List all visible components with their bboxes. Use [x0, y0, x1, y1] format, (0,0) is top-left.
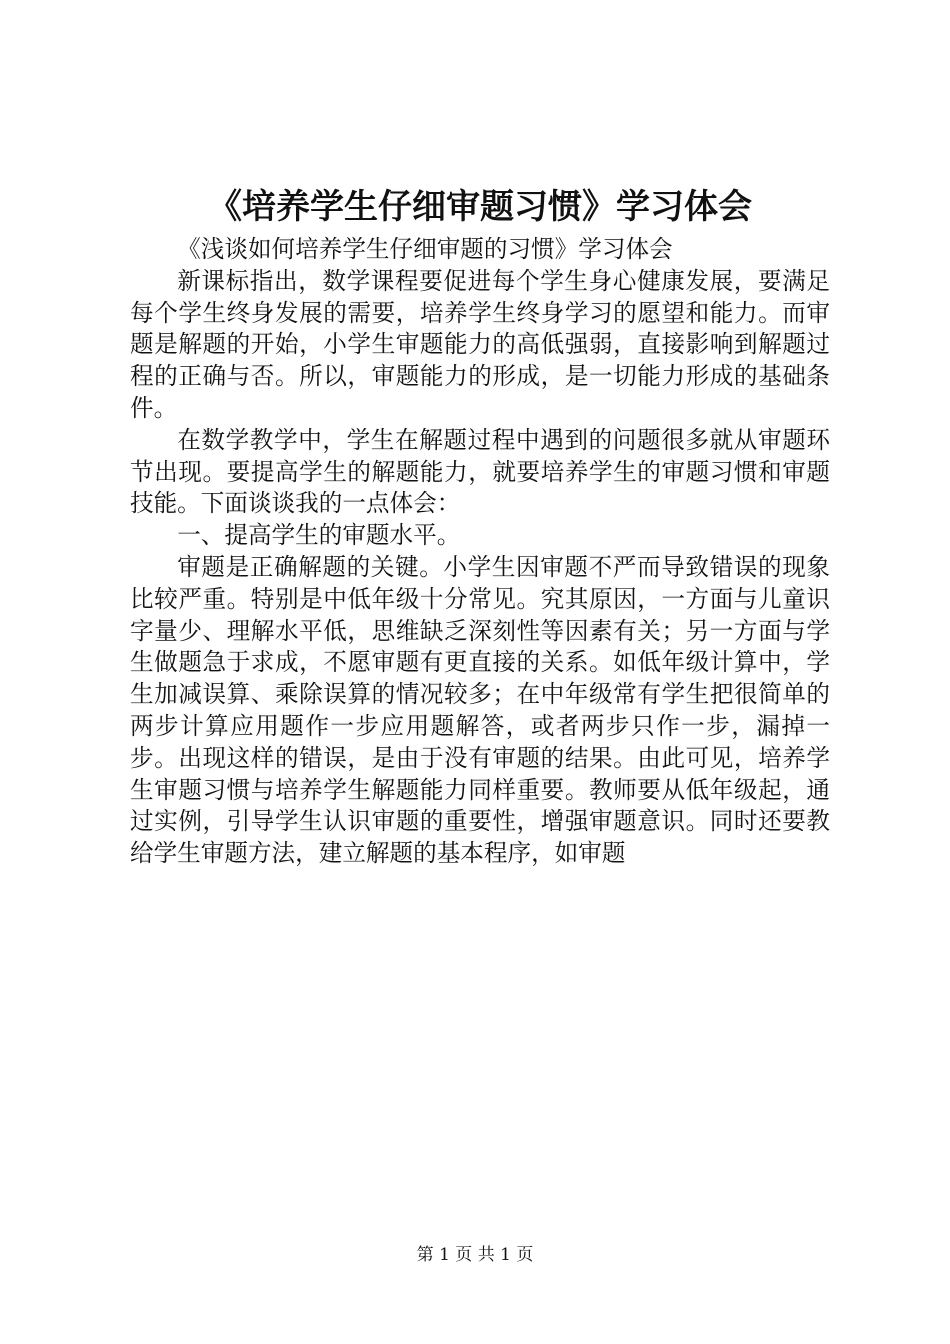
document-title: 《培养学生仔细审题习惯》学习体会: [208, 187, 752, 227]
document-body: [130, 234, 830, 870]
section-heading: 一、提高学生的审题水平。: [177, 521, 461, 550]
page-number: 第 1 页 共 1 页: [416, 1245, 534, 1265]
paragraph: 在数学教学中，学生在解题过程中遇到的问题很多就从审题环节出现。要提高学生的解题能力，就要培养学生的审题习惯和审题技能。下面谈谈我的一点体会：: [130, 425, 830, 518]
document-subtitle: 《浅谈如何培养学生仔细审题的习惯》学习体会: [177, 235, 673, 263]
paragraph: 新课标指出，数学课程要促进每个学生身心健康发展，要满足每个学生终身发展的需要，培养学生终身学习的愿望和能力。而审题是解题的开始，小学生审题能力的高低强弱，直接影响到解题过程的正确与否。所以，审题能力的形成，是一切能力形成的基础条件。: [130, 266, 830, 422]
paragraph: 审题是正确解题的关键。小学生因审题不严而导致错误的现象比较严重。特别是中低年级十分常见。究其原因，一方面与儿童识字量少、理解水平低，思维缺乏深刻性等因素有关；另一方面与学生做题急于求成，不愿审题有更直接的关系。如低年级计算中，学生加减误算、乘除误算的情况较多；在中年级常有学生把很简单的两步计算应用题作一步应用题解答，或者两步只作一步，漏掉一步。出现这样的错误，是由于没有审题的结果。由此可见，培养学生审题习惯与培养学生解题能力同样重要。教师要从低年级起，通过实例，引导学生认识审题的重要性，增强审题意识。同时还要教给学生审题方法，建立解题的基本程序，如审题: [130, 552, 830, 868]
